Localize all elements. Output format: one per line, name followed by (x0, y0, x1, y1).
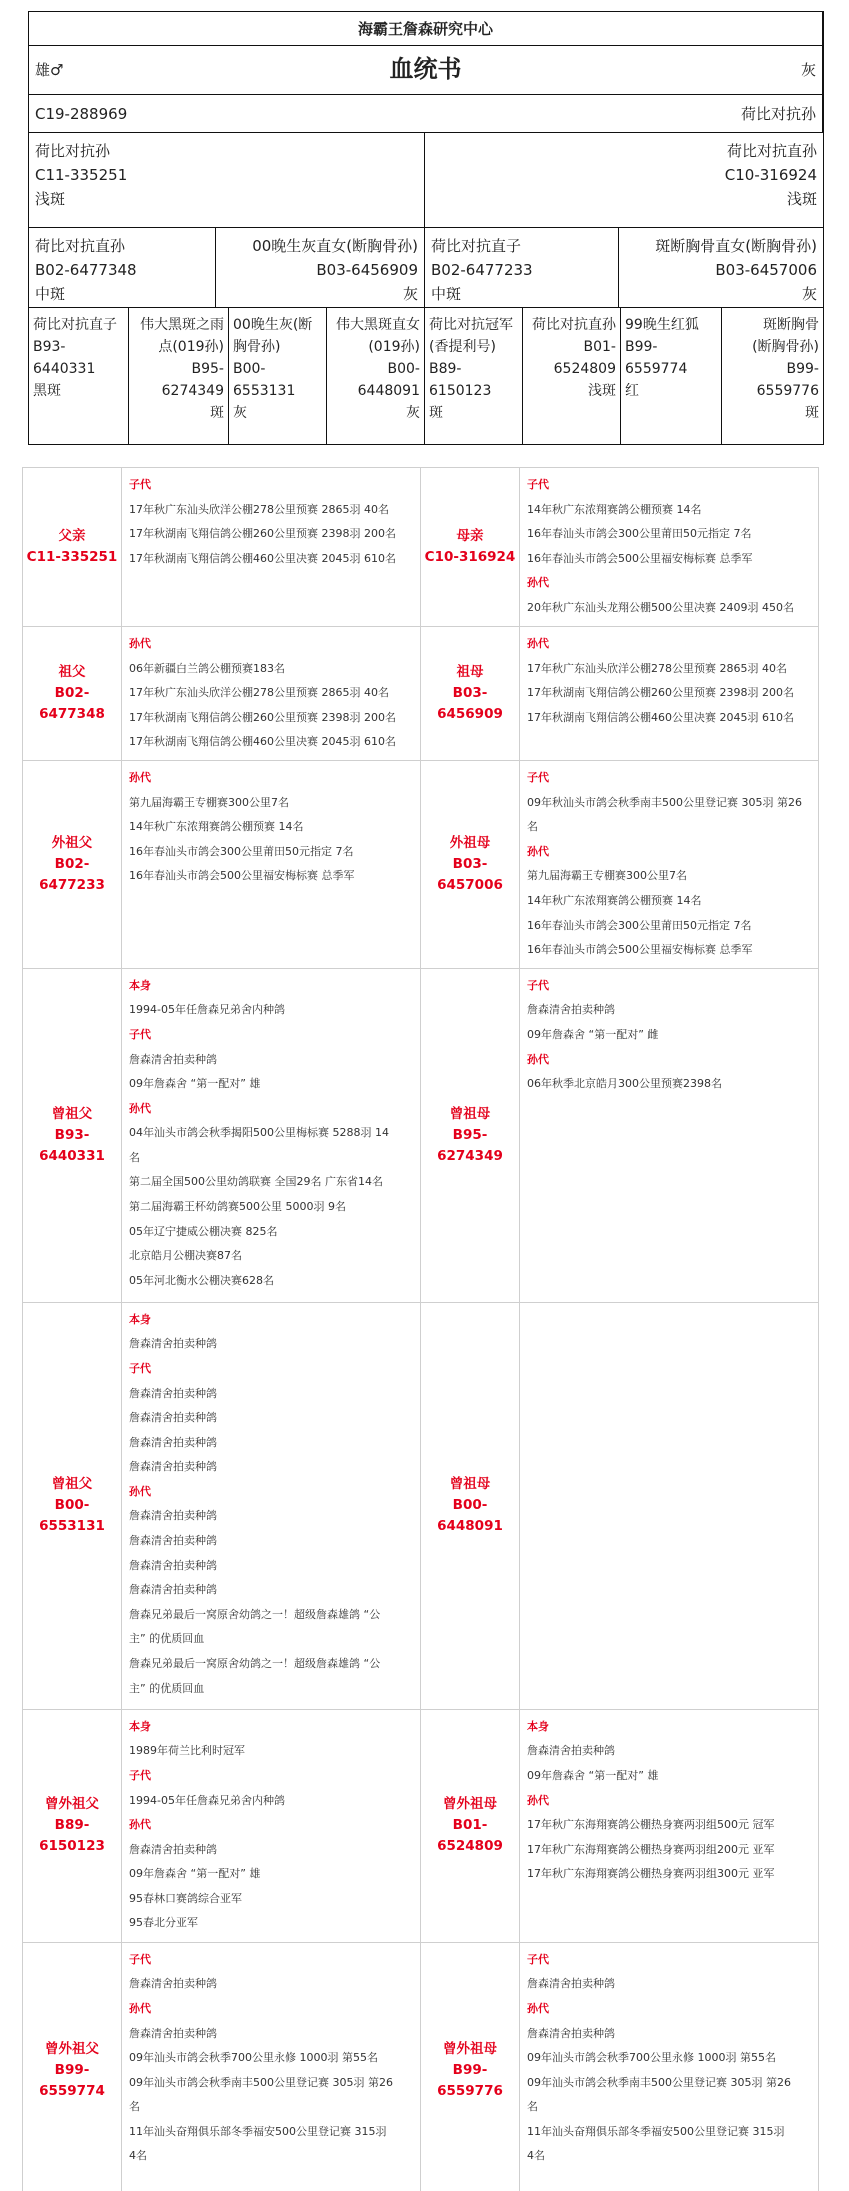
achievement-line: 16年春汕头市鸽会300公里莆田50元指定 7名 (129, 844, 354, 858)
achievement-list (122, 468, 421, 627)
gen3-box (29, 308, 129, 445)
gen3-line: 6440331 (33, 361, 96, 377)
ancestor-ring: B00-6553131 (39, 1497, 105, 1535)
gen2-name: 00晚生灰直女(断胸骨孙) (252, 237, 418, 255)
achievement-list (122, 968, 421, 1302)
achievement-line: 詹森清舍拍卖种鸽 (129, 1337, 217, 1351)
gen3-box (722, 308, 823, 445)
achievement-heading: 孙代 (129, 1484, 151, 1498)
gen2-box (29, 228, 216, 308)
achievement-line: 詹森清舍拍卖种鸽 (129, 1052, 217, 1066)
achievement-line: 詹森清舍拍卖种鸽 (129, 1460, 217, 1474)
achievement-list (122, 1709, 421, 1942)
achievement-line: 詹森清舍拍卖种鸽 (527, 1744, 615, 1758)
achievement-line: 14年秋广东浓翔赛鸽公棚预赛 14名 (527, 502, 702, 516)
achievement-line: 11年汕头奋翔俱乐部冬季福安500公里登记赛 315羽 (129, 2124, 387, 2138)
achievement-heading: 子代 (129, 478, 151, 491)
main-ring: C19-288969 (35, 105, 128, 123)
details-row (23, 468, 819, 627)
gen3-line: 荷比对抗冠军 (429, 317, 513, 333)
ancestor-ring: B03-6456909 (437, 684, 503, 722)
achievement-line: 16年春汕头市鸽会500公里福安梅标赛 总季军 (527, 551, 753, 565)
achievement-line: 詹森清舍拍卖种鸽 (129, 1977, 217, 1991)
ancestor-label (421, 968, 520, 1302)
sex-label: 雄♂ (35, 61, 64, 79)
achievement-line: 14年秋广东浓翔赛鸽公棚预赛 14名 (129, 820, 304, 834)
achievement-heading: 孙代 (527, 1052, 549, 1066)
achievement-line: 詹森清舍拍卖种鸽 (129, 1411, 217, 1425)
achievement-heading: 子代 (527, 770, 549, 784)
achievement-line: 09年秋汕头市鸽会秋季南丰500公里登记赛 305羽 第26 (527, 795, 802, 809)
ancestor-ring: B01-6524809 (437, 1817, 503, 1855)
details-row (23, 1302, 819, 1709)
gen3-line: B01- (583, 339, 616, 355)
gen3-line: B00- (233, 361, 266, 377)
gen3-line: 99晚生红狐 (625, 317, 699, 333)
achievement-heading: 孙代 (527, 2001, 549, 2015)
gen2-ring: B03-6456909 (316, 261, 418, 279)
achievement-line: 09年詹森舍 “第一配对” 雄 (129, 1077, 261, 1091)
achievement-list (520, 968, 819, 1302)
gen2-color: 灰 (402, 285, 418, 303)
achievement-list (122, 1942, 421, 2191)
dam-name: 荷比对抗直孙 (726, 142, 817, 160)
main-bird-header (29, 46, 823, 94)
ancestor-ring: B99-6559774 (39, 2062, 105, 2100)
details-row (23, 627, 819, 761)
ancestor-relation: 外祖母 (449, 834, 491, 851)
achievement-line: 95春林口赛鸽综合亚军 (129, 1891, 242, 1905)
main-bird-ring-row (29, 94, 823, 133)
achievement-line: 17年秋湖南飞翔信鸽公棚260公里预赛 2398羽 200名 (527, 686, 794, 700)
achievement-heading: 子代 (527, 978, 549, 992)
achievement-list (122, 1302, 421, 1709)
ancestor-label (421, 1302, 520, 1709)
ancestor-relation: 曾祖母 (449, 1476, 491, 1493)
achievement-line: 17年秋湖南飞翔信鸽公棚460公里决赛 2045羽 610名 (129, 551, 396, 565)
achievement-line: 名 (129, 1150, 140, 1164)
achievement-line: 詹森清舍拍卖种鸽 (129, 1583, 217, 1597)
ancestor-ring: C10-316924 (424, 549, 516, 565)
gen3-line: 伟大黑斑之雨 (140, 317, 224, 333)
achievement-heading: 孙代 (129, 1818, 151, 1832)
ancestor-ring: B95-6274349 (437, 1126, 503, 1164)
achievement-heading: 本身 (129, 1312, 151, 1326)
achievement-line: 09年汕头市鸽会秋季700公里永修 1000羽 第55名 (527, 2051, 776, 2065)
gen3-line: B99- (786, 361, 819, 377)
achievement-line: 4名 (527, 2149, 545, 2163)
achievement-heading: 孙代 (129, 637, 151, 650)
gen3-box (327, 308, 425, 445)
achievement-heading: 本身 (129, 978, 151, 992)
gen3-line: 6559774 (625, 361, 688, 377)
ancestor-label (421, 760, 520, 968)
gen3-box (425, 308, 523, 445)
gen3-line: 6524809 (553, 361, 616, 377)
main-color: 灰 (800, 61, 816, 79)
ancestor-ring: B03-6457006 (437, 855, 503, 893)
gen3-line: 点(019孙) (158, 339, 224, 355)
achievement-heading: 子代 (129, 1027, 151, 1041)
achievement-line: 詹森清舍拍卖种鸽 (527, 1977, 615, 1991)
ancestor-relation: 曾祖父 (51, 1105, 93, 1122)
achievement-list (520, 468, 819, 627)
achievement-heading: 子代 (527, 478, 549, 491)
center-name: 海霸王詹森研究中心 (29, 12, 823, 46)
achievement-line: 名 (527, 2100, 538, 2114)
ancestor-relation: 曾祖母 (449, 1105, 491, 1122)
ancestor-relation: 曾祖父 (51, 1476, 93, 1493)
gen3-line: 00晚生灰(断 (233, 317, 313, 333)
achievement-line: 1994-05年任詹森兄弟舍内种鸽 (129, 1003, 285, 1017)
achievement-line: 詹森清舍拍卖种鸽 (129, 1534, 217, 1548)
achievement-line: 名 (527, 820, 538, 834)
ancestor-label (23, 1302, 122, 1709)
details-row (23, 968, 819, 1302)
achievement-list (520, 1302, 819, 1709)
gen2-ring: B03-6457006 (715, 261, 817, 279)
achievements-table (22, 467, 819, 2191)
achievement-line: 09年汕头市鸽会秋季700公里永修 1000羽 第55名 (129, 2051, 378, 2065)
gen3-line: 灰 (406, 405, 420, 421)
achievement-line: 17年秋广东汕头欣洋公棚278公里预赛 2865羽 40名 (129, 686, 389, 700)
ancestor-ring: C11-335251 (26, 549, 118, 565)
gen3-line: 斑 (805, 405, 819, 421)
achievement-line: 主” 的优质回血 (129, 1681, 205, 1695)
ancestor-relation: 曾外祖父 (45, 2041, 99, 2058)
achievement-line: 詹森清舍拍卖种鸽 (527, 1003, 615, 1017)
achievement-list (520, 760, 819, 968)
achievement-line: 詹森清舍拍卖种鸽 (129, 1558, 217, 1572)
ancestor-label (23, 468, 122, 627)
achievement-line: 09年詹森舍 “第一配对” 雄 (527, 1768, 659, 1782)
sire-name: 荷比对抗孙 (35, 142, 111, 160)
gen2-name: 斑断胸骨直女(断胸骨孙) (655, 237, 817, 255)
ancestor-label (421, 1942, 520, 2191)
ancestor-label (421, 1709, 520, 1942)
gen2-color: 中斑 (35, 285, 66, 303)
ancestor-relation: 外祖父 (51, 834, 93, 851)
achievement-heading: 孙代 (129, 770, 151, 784)
ancestor-ring: B89-6150123 (39, 1817, 105, 1855)
gen3-line: 斑 (429, 405, 443, 421)
gen2-box (216, 228, 425, 308)
achievement-line: 詹森清舍拍卖种鸽 (129, 1435, 217, 1449)
gen3-line: B99- (625, 339, 658, 355)
achievement-line: 詹森兄弟最后一窝原舍幼鸽之一！超级詹森雄鸽 “公 (129, 1607, 381, 1621)
gen2-box (619, 228, 823, 308)
sire-ring: C11-335251 (35, 166, 128, 184)
achievement-line: 04年汕头市鸽会秋季揭阳500公里梅标赛 5288羽 14 (129, 1126, 389, 1140)
achievement-heading: 孙代 (527, 576, 549, 590)
ancestor-ring: B93-6440331 (39, 1126, 105, 1164)
ancestor-relation: 祖母 (456, 663, 484, 680)
ancestor-ring: B99-6559776 (437, 2062, 503, 2100)
gen3-line: B89- (429, 361, 462, 377)
ancestor-label (23, 627, 122, 761)
achievement-line: 05年辽宁捷威公棚决赛 825名 (129, 1224, 278, 1238)
ancestor-relation: 父亲 (58, 528, 86, 544)
achievement-heading: 子代 (129, 1768, 151, 1782)
achievement-line: 詹森清舍拍卖种鸽 (129, 1842, 217, 1856)
pedigree-chart (28, 11, 824, 445)
page-title: 血统书 (389, 55, 462, 83)
achievement-line: 詹森清舍拍卖种鸽 (129, 1386, 217, 1400)
achievement-heading: 孙代 (527, 637, 549, 650)
gen3-line: 6274349 (161, 383, 224, 399)
achievement-line: 05年河北衡水公棚决赛628名 (129, 1273, 274, 1287)
gen2-color: 中斑 (431, 285, 462, 303)
achievement-line: 主” 的优质回血 (129, 1632, 205, 1646)
achievement-line: 詹森清舍拍卖种鸽 (129, 1509, 217, 1523)
gen3-line: (019孙) (368, 339, 420, 355)
ancestor-label (23, 968, 122, 1302)
achievement-list (122, 627, 421, 761)
sire-box (29, 133, 425, 228)
gen3-line: B00- (387, 361, 420, 377)
achievement-line: 17年秋广东海翔赛鸽公棚热身赛两羽组500元 冠军 (527, 1818, 775, 1832)
details-row (23, 1709, 819, 1942)
gen3-box (129, 308, 229, 445)
gen3-line: 斑 (210, 405, 224, 421)
details-row (23, 760, 819, 968)
ancestor-relation: 曾外祖父 (45, 1796, 99, 1813)
achievement-heading: 子代 (527, 1952, 549, 1966)
achievement-line: 06年秋季北京皓月300公里预赛2398名 (527, 1077, 722, 1091)
gen3-line: 浅斑 (588, 383, 616, 399)
gen3-line: 6553131 (233, 383, 296, 399)
ancestor-relation: 曾外祖母 (443, 2041, 497, 2058)
achievement-heading: 子代 (129, 1952, 151, 1966)
achievement-line: 17年秋湖南飞翔信鸽公棚460公里决赛 2045羽 610名 (527, 710, 794, 724)
achievement-line: 16年春汕头市鸽会500公里福安梅标赛 总季军 (129, 869, 355, 883)
gen2-name: 荷比对抗直子 (431, 237, 522, 255)
gen2-box (425, 228, 619, 308)
gen3-line: (香提利号) (429, 339, 496, 355)
gen3-line: (断胸骨孙) (752, 339, 819, 355)
achievement-list (520, 1942, 819, 2191)
achievement-line: 17年秋广东海翔赛鸽公棚热身赛两羽组200元 亚军 (527, 1842, 775, 1856)
gen2-name: 荷比对抗直孙 (35, 237, 126, 255)
gen3-line: 荷比对抗直子 (33, 317, 117, 333)
achievement-line: 1994-05年任詹森兄弟舍内种鸽 (129, 1793, 285, 1807)
achievement-line: 16年春汕头市鸽会300公里莆田50元指定 7名 (527, 918, 752, 932)
achievement-heading: 孙代 (129, 1101, 151, 1115)
achievement-line: 1989年荷兰比利时冠军 (129, 1744, 245, 1758)
achievement-line: 北京皓月公棚决赛87名 (129, 1249, 242, 1263)
ancestor-ring: B02-6477348 (39, 684, 105, 722)
achievement-heading: 孙代 (527, 1793, 549, 1807)
achievement-list (520, 1709, 819, 1942)
gen3-box (523, 308, 621, 445)
achievement-line: 11年汕头奋翔俱乐部冬季福安500公里登记赛 315羽 (527, 2124, 785, 2138)
achievement-line: 第二届海霸王杯幼鸽赛500公里 5000羽 9名 (129, 1200, 346, 1214)
ancestor-label (421, 468, 520, 627)
sire-color: 浅斑 (35, 190, 66, 208)
achievement-line: 詹森兄弟最后一窝原舍幼鸽之一！超级詹森雄鸽 “公 (129, 1657, 381, 1671)
gen3-line: 荷比对抗直孙 (532, 317, 616, 333)
achievement-heading: 孙代 (527, 844, 549, 858)
achievement-line: 16年春汕头市鸽会500公里福安梅标赛 总季军 (527, 943, 753, 957)
ancestor-ring: B00-6448091 (437, 1497, 503, 1535)
achievement-line: 4名 (129, 2149, 147, 2163)
achievement-line: 09年汕头市鸽会秋季南丰500公里登记赛 305羽 第26 (129, 2075, 393, 2089)
gen3-line: 6559776 (756, 383, 819, 399)
achievement-line: 第九届海霸王专棚赛300公里7名 (527, 869, 687, 883)
dam-box (425, 133, 823, 228)
achievement-line: 第二届全国500公里幼鸽联赛 全国29名 广东省14名 (129, 1175, 383, 1189)
gen3-line: 黑斑 (33, 383, 61, 399)
achievement-line: 20年秋广东汕头龙翔公棚500公里决赛 2409羽 450名 (527, 600, 794, 614)
achievement-line: 名 (129, 2100, 140, 2114)
achievement-line: 09年汕头市鸽会秋季南丰500公里登记赛 305羽 第26 (527, 2075, 791, 2089)
gen3-line: B95- (191, 361, 224, 377)
ancestor-label (23, 760, 122, 968)
achievement-line: 09年詹森舍 “第一配对” 雌 (527, 1027, 659, 1041)
achievement-heading: 孙代 (129, 2001, 151, 2015)
achievement-line: 09年詹森舍 “第一配对” 雄 (129, 1867, 261, 1881)
gen3-line: 胸骨孙) (233, 339, 281, 355)
achievement-line: 06年新疆白兰鸽公棚预赛183名 (129, 661, 285, 675)
ancestor-relation: 祖父 (58, 663, 86, 680)
achievement-heading: 本身 (527, 1719, 549, 1733)
achievement-list (520, 627, 819, 761)
ancestor-relation: 母亲 (456, 528, 484, 544)
achievement-line: 16年春汕头市鸽会300公里莆田50元指定 7名 (527, 527, 752, 541)
achievement-line: 17年秋广东海翔赛鸽公棚热身赛两羽组300元 亚军 (527, 1867, 775, 1881)
gen3-line: 斑断胸骨 (763, 317, 819, 333)
gen2-color: 灰 (801, 285, 817, 303)
achievement-heading: 子代 (129, 1361, 151, 1375)
gen3-box (621, 308, 722, 445)
achievement-list (122, 760, 421, 968)
details-row (23, 1942, 819, 2191)
ancestor-label (23, 1709, 122, 1942)
gen2-ring: B02-6477233 (431, 261, 533, 279)
gen3-box (229, 308, 327, 445)
gen3-line: 红 (625, 383, 639, 399)
main-name: 荷比对抗孙 (740, 105, 816, 123)
gen3-line: 伟大黑斑直女 (336, 317, 420, 333)
achievement-line: 95春北分亚军 (129, 1916, 198, 1930)
achievement-line: 詹森清舍拍卖种鸽 (527, 2026, 615, 2040)
achievement-line: 17年秋湖南飞翔信鸽公棚460公里决赛 2045羽 610名 (129, 735, 396, 749)
achievement-line: 詹森清舍拍卖种鸽 (129, 2026, 217, 2040)
achievement-line: 17年秋广东汕头欣洋公棚278公里预赛 2865羽 40名 (527, 661, 787, 675)
achievement-line: 17年秋湖南飞翔信鸽公棚260公里预赛 2398羽 200名 (129, 527, 396, 541)
ancestor-relation: 曾外祖母 (443, 1796, 497, 1813)
achievement-heading: 本身 (129, 1719, 151, 1733)
gen2-ring: B02-6477348 (35, 261, 137, 279)
achievement-line: 第九届海霸王专棚赛300公里7名 (129, 795, 289, 809)
gen3-line: 6150123 (429, 383, 492, 399)
achievement-line: 14年秋广东浓翔赛鸽公棚预赛 14名 (527, 893, 702, 907)
dam-color: 浅斑 (786, 190, 817, 208)
gen3-line: B93- (33, 339, 66, 355)
dam-ring: C10-316924 (724, 166, 817, 184)
gen3-line: 灰 (233, 405, 247, 421)
ancestor-label (421, 627, 520, 761)
ancestor-label (23, 1942, 122, 2191)
achievement-line: 17年秋湖南飞翔信鸽公棚260公里预赛 2398羽 200名 (129, 710, 396, 724)
achievement-line: 17年秋广东汕头欣洋公棚278公里预赛 2865羽 40名 (129, 502, 389, 516)
gen3-line: 6448091 (357, 383, 420, 399)
ancestor-ring: B02-6477233 (39, 855, 105, 893)
